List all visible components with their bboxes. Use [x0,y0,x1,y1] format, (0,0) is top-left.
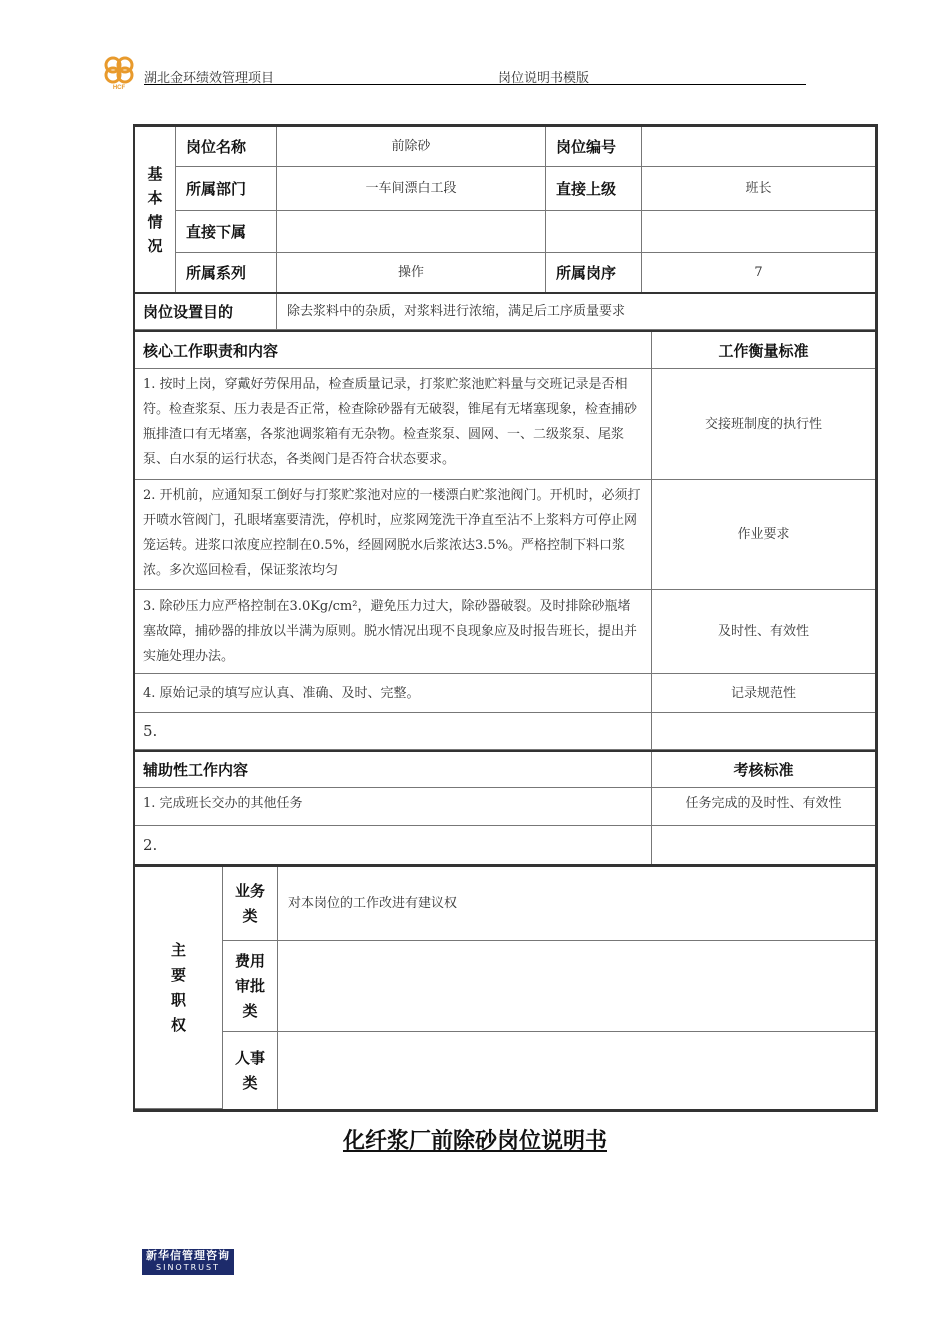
aux-standard-heading: 考核标准 [652,752,875,788]
core-duty-standard [652,713,875,750]
empty-cell [546,211,642,253]
document-title: 化纤浆厂前除砂岗位说明书 [342,1129,607,1154]
core-duties-heading: 核心工作职责和内容 [135,332,652,369]
core-duty-standard: 及时性、有效性 [652,590,875,674]
core-duty-item: 5. [135,713,652,750]
label-direct-superior: 直接上级 [546,167,642,211]
purpose-label: 岗位设置目的 [135,294,277,330]
header-project-name: 湖北金环绩效管理项目 [144,71,275,86]
hcf-logo [100,54,138,90]
value-direct-subordinate [277,211,546,253]
label-post-name: 岗位名称 [176,127,277,167]
core-duty-item: 2. 开机前，应通知泵工倒好与打浆贮浆池对应的一楼漂白贮浆池阀门。开机时，必须打开喷水管阀门，孔眼堵塞要清洗，停机时，应浆网笼洗干净直至沾不上浆料方可停止网笼运转。进浆口浓度应控制在0.5%，经圆网脱水后浆浓达3.5%。严格控制下料口浆浓。多次巡回检看，保证浆浓均匀 [135,480,652,590]
aux-duty-item: 2. [135,826,652,864]
label-direct-subordinate: 直接下属 [176,211,277,253]
aux-duty-item: 1. 完成班长交办的其他任务 [135,788,652,826]
job-description-table [133,124,878,1112]
core-duty-item: 4. 原始记录的填写应认真、准确、及时、完整。 [135,674,652,713]
label-post-number: 岗位编号 [546,127,642,167]
core-duty-standard: 交接班制度的执行性 [652,369,875,480]
purpose-row [133,292,878,330]
core-duty-standard: 作业要求 [652,480,875,590]
empty-cell [642,211,875,253]
page-header [100,54,808,90]
core-duty-item: 1. 按时上岗，穿戴好劳保用品，检查质量记录，打浆贮浆池贮料量与交班记录是否相符。检查浆泵、压力表是否正常，检查除砂器有无破裂，锥尾有无堵塞现象，检查捕砂瓶排渣口有无堵塞，各浆池调浆箱有无杂物。检查浆泵、圆网、一、二级浆泵、尾浆泵、白水泵的运行状态，各类阀门是否符合状态要求。 [135,369,652,480]
core-duties-section [133,330,878,750]
basic-info-label-text: 基本情况 [147,164,163,255]
value-series: 操作 [277,253,546,293]
authority-section [133,864,878,1112]
header-rule [144,84,806,85]
header-template-name: 岗位说明书模版 [498,71,590,86]
label-series: 所属系列 [176,253,277,293]
value-direct-superior: 班长 [642,167,875,211]
label-department: 所属部门 [176,167,277,211]
authority-category: 费用审批类 [223,941,278,1032]
authority-text: 对本岗位的工作改进有建议权 [278,867,875,941]
core-standard-heading: 工作衡量标准 [652,332,875,369]
aux-duties-heading: 辅助性工作内容 [135,752,652,788]
basic-info-section [133,124,878,292]
authority-category: 人事类 [223,1032,278,1109]
sinotrust-logo [142,1249,234,1275]
authority-label: 主要职权 [135,867,223,1109]
authority-category: 业务类 [223,867,278,941]
value-post-name: 前除砂 [277,127,546,167]
authority-text [278,941,875,1032]
aux-duty-standard [652,826,875,864]
aux-duty-standard: 任务完成的及时性、有效性 [652,788,875,826]
logo-text: HCF [112,85,126,90]
purpose-text: 除去浆料中的杂质，对浆料进行浓缩，满足后工序质量要求 [277,294,875,330]
authority-text [278,1032,875,1109]
label-post-rank: 所属岗序 [546,253,642,293]
core-duty-standard: 记录规范性 [652,674,875,713]
basic-info-label [135,127,176,293]
value-post-number [642,127,875,167]
core-duty-item: 3. 除砂压力应严格控制在3.0Kg/cm²，避免压力过大，除砂器破裂。及时排除砂瓶堵塞故障，捕砂器的排放以半满为原则。脱水情况出现不良现象应及时报告班长，提出并实施处理办法。 [135,590,652,674]
value-post-rank: 7 [642,253,875,293]
footer-logo-en: SINOTRUST [156,1263,220,1272]
aux-duties-section [133,750,878,864]
footer-logo-cn: 新华信管理咨询 [146,1249,230,1262]
value-department: 一车间漂白工段 [277,167,546,211]
